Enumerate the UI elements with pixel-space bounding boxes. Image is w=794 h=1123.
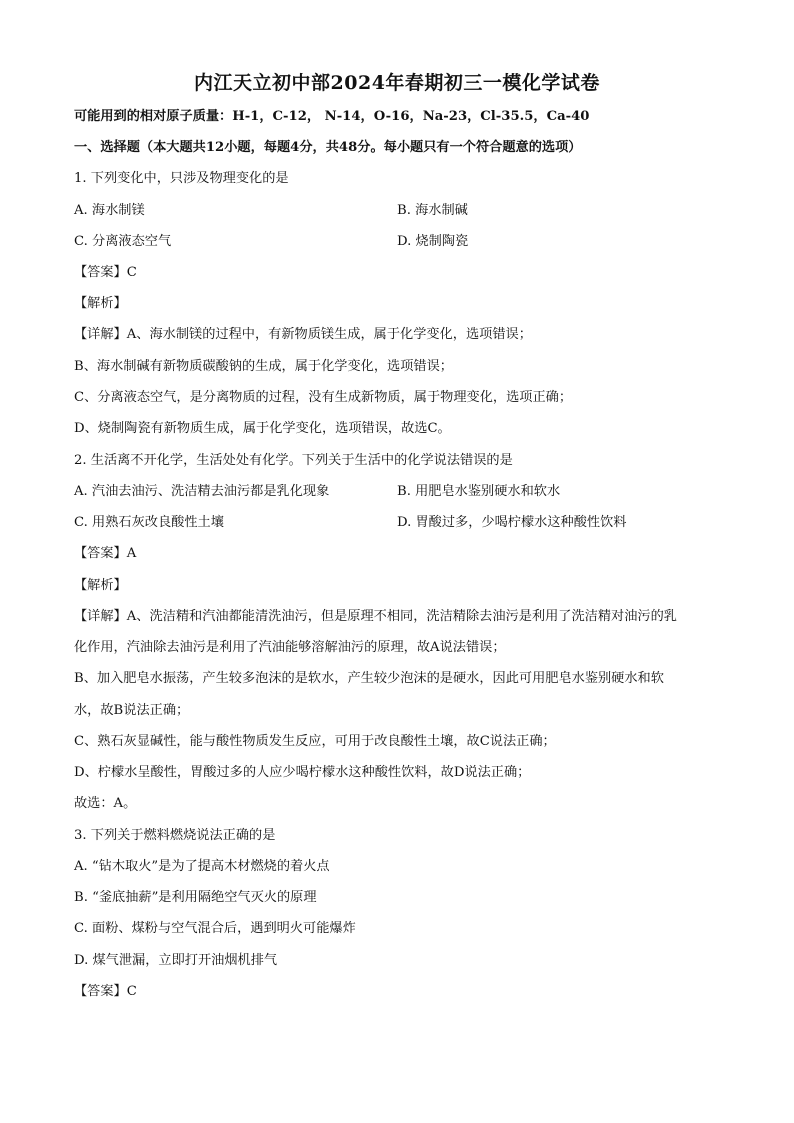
question-2-stem: 2. 生活离不开化学，生活处处有化学。下列关于生活中的化学说法错误的是 [74,453,513,468]
question-3-option-d: D. 煤气泄漏，立即打开油烟机排气 [74,953,278,968]
question-2-option-a: A. 汽油去油污、洗洁精去油污都是乳化现象 [74,484,330,499]
question-2-detail-line: C、熟石灰显碱性，能与酸性物质发生反应，可用于改良酸性土壤，故C说法正确； [74,734,556,749]
question-2-detail-line: 故选：A。 [74,796,137,811]
question-1-option-d: D. 烧制陶瓷 [397,234,469,249]
question-2-detail-line: 【详解】A、洗洁精和汽油都能清洗油污，但是原理不相同，洗洁精除去油污是利用了洗洁精对油污的乳 [74,609,677,624]
question-1-detail-line: C、分离液态空气，是分离物质的过程，没有生成新物质，属于物理变化，选项正确； [74,390,573,405]
question-2-option-c: C. 用熟石灰改良酸性土壤 [74,515,224,530]
question-3-stem: 3. 下列关于燃料燃烧说法正确的是 [74,828,276,843]
question-3-option-a: A. “钻木取火”是为了提高木材燃烧的着火点 [74,859,330,874]
question-1-option-c: C. 分离液态空气 [74,234,172,249]
question-1-answer: 【答案】C [74,265,137,280]
question-1-stem: 1. 下列变化中，只涉及物理变化的是 [74,171,289,186]
question-2-option-b: B. 用肥皂水鉴别硬水和软水 [397,484,561,499]
question-1-option-b: B. 海水制碱 [397,203,468,218]
page-title: 内江天立初中部2024年春期初三一模化学试卷 [194,72,600,94]
question-3-option-c: C. 面粉、煤粉与空气混合后，遇到明火可能爆炸 [74,921,356,936]
question-3-answer: 【答案】C [74,984,137,999]
section-heading: 一、选择题（本大题共12小题，每题4分，共48分。每小题只有一个符合题意的选项） [74,140,582,155]
question-2-detail-line: D、柠檬水呈酸性，胃酸过多的人应少喝柠檬水这种酸性饮料，故D说法正确； [74,765,531,780]
question-1-detail-line: B、海水制碱有新物质碳酸钠的生成，属于化学变化，选项错误； [74,359,453,374]
question-2-detail-line: 水，故B说法正确； [74,703,190,718]
question-2-detail-line: B、加入肥皂水振荡，产生较多泡沫的是软水，产生较少泡沫的是硬水，因此可用肥皂水鉴别硬水和软 [74,671,664,686]
question-2-answer: 【答案】A [74,546,137,561]
question-3-option-b: B. “釜底抽薪”是利用隔绝空气灭火的原理 [74,890,317,905]
atomic-mass-line: 可能用到的相对原子质量：H-1，C-12， N-14，O-16，Na-23，Cl-35.5，Ca-40 [74,109,590,124]
question-2-detail-line: 化作用，汽油除去油污是利用了汽油能够溶解油污的原理，故A说法错误； [74,640,506,655]
question-1-detail-line: 【详解】A、海水制镁的过程中，有新物质镁生成，属于化学变化，选项错误； [74,327,532,342]
question-1-option-a: A. 海水制镁 [74,203,145,218]
question-2-analysis-label: 【解析】 [74,578,127,593]
question-1-detail-line: D、烧制陶瓷有新物质生成，属于化学变化，选项错误，故选C。 [74,421,451,436]
question-2-option-d: D. 胃酸过多，少喝柠檬水这种酸性饮料 [397,515,627,530]
question-1-analysis-label: 【解析】 [74,296,127,311]
